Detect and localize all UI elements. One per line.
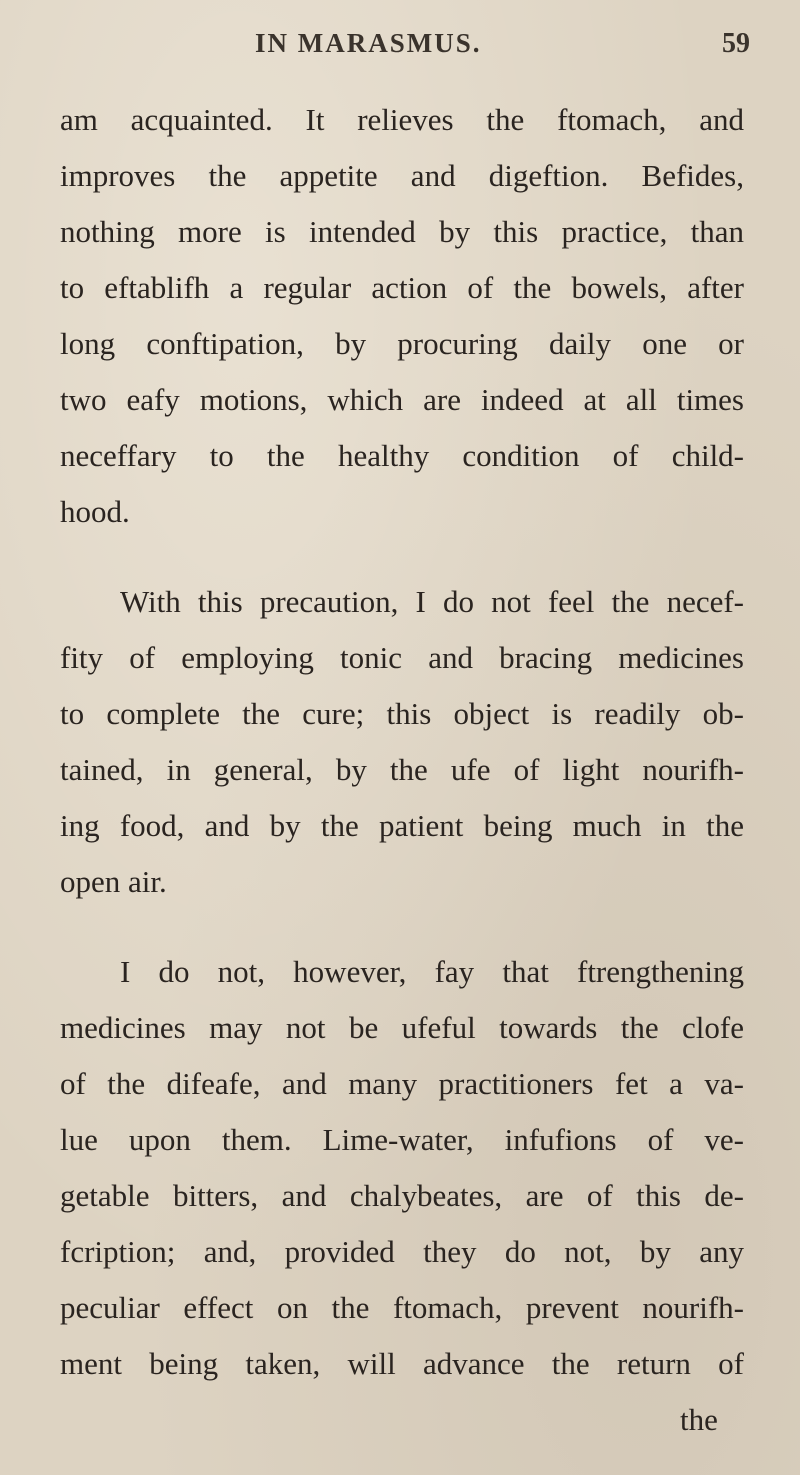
running-title: IN MARASMUS.	[255, 28, 482, 58]
text-line: open air.	[60, 864, 167, 899]
text-line: ment being taken, will advance the return of	[60, 1346, 744, 1381]
paragraph-gap	[0, 540, 800, 574]
text-line: lue upon them. Lime-water, infufions of ve-	[60, 1122, 744, 1157]
running-head	[0, 26, 800, 66]
text-line: nothing more is intended by this practice, than	[60, 214, 744, 249]
text-line: With this precaution, I do not feel the necef-	[120, 584, 744, 619]
text-line: improves the appetite and digeftion. Befides,	[60, 158, 744, 193]
paragraph-gap	[0, 910, 800, 944]
text-line: to complete the cure; this object is readily ob-	[60, 696, 744, 731]
page-number: 59	[722, 28, 750, 59]
text-line: medicines may not be ufeful towards the clofe	[60, 1010, 744, 1045]
paragraph-2	[0, 574, 800, 910]
text-line: of the difeafe, and many practitioners fet a va-	[60, 1066, 744, 1101]
body-text	[0, 92, 800, 1448]
text-line: am acquainted. It relieves the ftomach, and	[60, 102, 744, 137]
catchword: the	[680, 1402, 718, 1437]
text-line: fity of employing tonic and bracing medicines	[60, 640, 744, 675]
text-line: hood.	[60, 494, 130, 529]
text-line: getable bitters, and chalybeates, are of this de-	[60, 1178, 744, 1213]
text-line: fcription; and, provided they do not, by any	[60, 1234, 744, 1269]
text-line: neceffary to the healthy condition of child-	[60, 438, 744, 473]
text-line: two eafy motions, which are indeed at all times	[60, 382, 744, 417]
text-line: to eftablifh a regular action of the bowels, after	[60, 270, 744, 305]
text-line: ing food, and by the patient being much in the	[60, 808, 744, 843]
text-line: long conftipation, by procuring daily one or	[60, 326, 744, 361]
text-line: peculiar effect on the ftomach, prevent nourifh-	[60, 1290, 744, 1325]
paragraph-3	[0, 944, 800, 1448]
paragraph-1	[0, 92, 800, 540]
text-line: I do not, however, fay that ftrengthening	[120, 954, 744, 989]
text-line: tained, in general, by the ufe of light nourifh-	[60, 752, 744, 787]
